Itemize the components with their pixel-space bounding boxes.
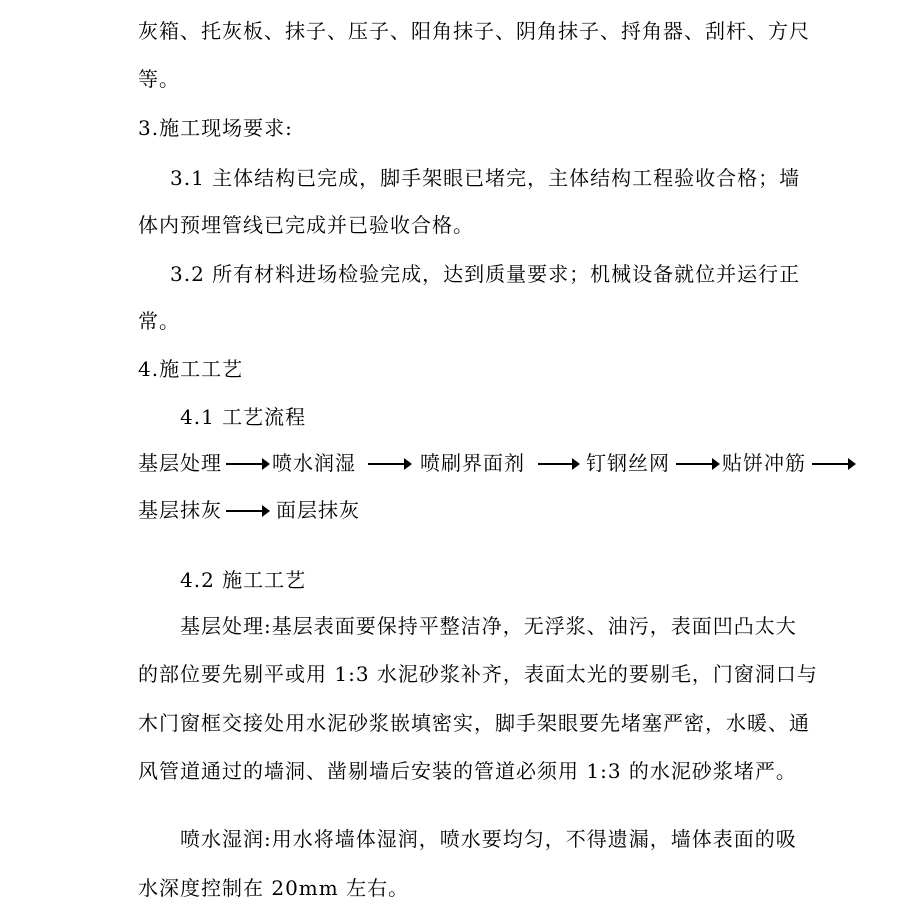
requirement-3-2-line-2: 常。 [138,309,180,333]
flow-step: 基层处理 [138,451,222,475]
flow-step: 基层抹灰 [138,498,222,522]
flow-step: 喷刷界面剂 [420,451,525,475]
tools-list-end: 等。 [138,67,180,91]
flow-arrow-icon [226,463,264,465]
base-treatment-line-4: 风管道通过的墙洞、凿剔墙后安装的管道必须用 1:3 的水泥砂浆堵严。 [138,759,797,783]
tools-list-continued: 灰箱、托灰板、抹子、压子、阳角抹子、阴角抹子、捋角器、刮杆、方尺 [138,19,810,43]
water-wetting-line-2: 水深度控制在 20mm 左右。 [138,876,410,900]
water-wetting-line-1: 喷水湿润:用水将墙体湿润，喷水要均匀，不得遗漏，墙体表面的吸 [180,827,797,851]
subheading-process-flow: 4.1 工艺流程 [180,405,307,429]
subheading-construction-process: 4.2 施工工艺 [180,568,307,592]
requirement-3-2-line-1: 3.2 所有材料进场检验完成，达到质量要求；机械设备就位并运行正 [170,262,801,286]
flow-step: 喷水润湿 [272,451,356,475]
base-treatment-line-2: 的部位要先剔平或用 1:3 水泥砂浆补齐，表面太光的要剔毛，门窗洞口与 [138,662,818,686]
flow-arrow-icon [676,463,714,465]
flow-arrow-icon [538,463,574,465]
section-heading-process: 4.施工工艺 [138,357,244,381]
flow-arrow-icon [812,463,850,465]
flow-step: 面层抹灰 [276,498,360,522]
base-treatment-line-1: 基层处理:基层表面要保持平整洁净，无浮浆、油污，表面凹凸太大 [180,614,797,638]
section-heading-site-requirements: 3.施工现场要求: [138,116,293,140]
process-flow-row-2 [138,497,438,523]
requirement-3-1-line-1: 3.1 主体结构已完成，脚手架眼已堵完，主体结构工程验收合格；墙 [170,166,801,190]
flow-arrow-icon [226,510,264,512]
requirement-3-1-line-2: 体内预埋管线已完成并已验收合格。 [138,213,474,237]
flow-step: 钉钢丝网 [586,451,670,475]
base-treatment-line-3: 木门窗框交接处用水泥砂浆嵌填密实，脚手架眼要先堵塞严密，水暖、通 [138,711,810,735]
process-flow-row-1 [138,450,858,476]
flow-arrow-icon [368,463,406,465]
flow-step: 贴饼冲筋 [722,451,806,475]
